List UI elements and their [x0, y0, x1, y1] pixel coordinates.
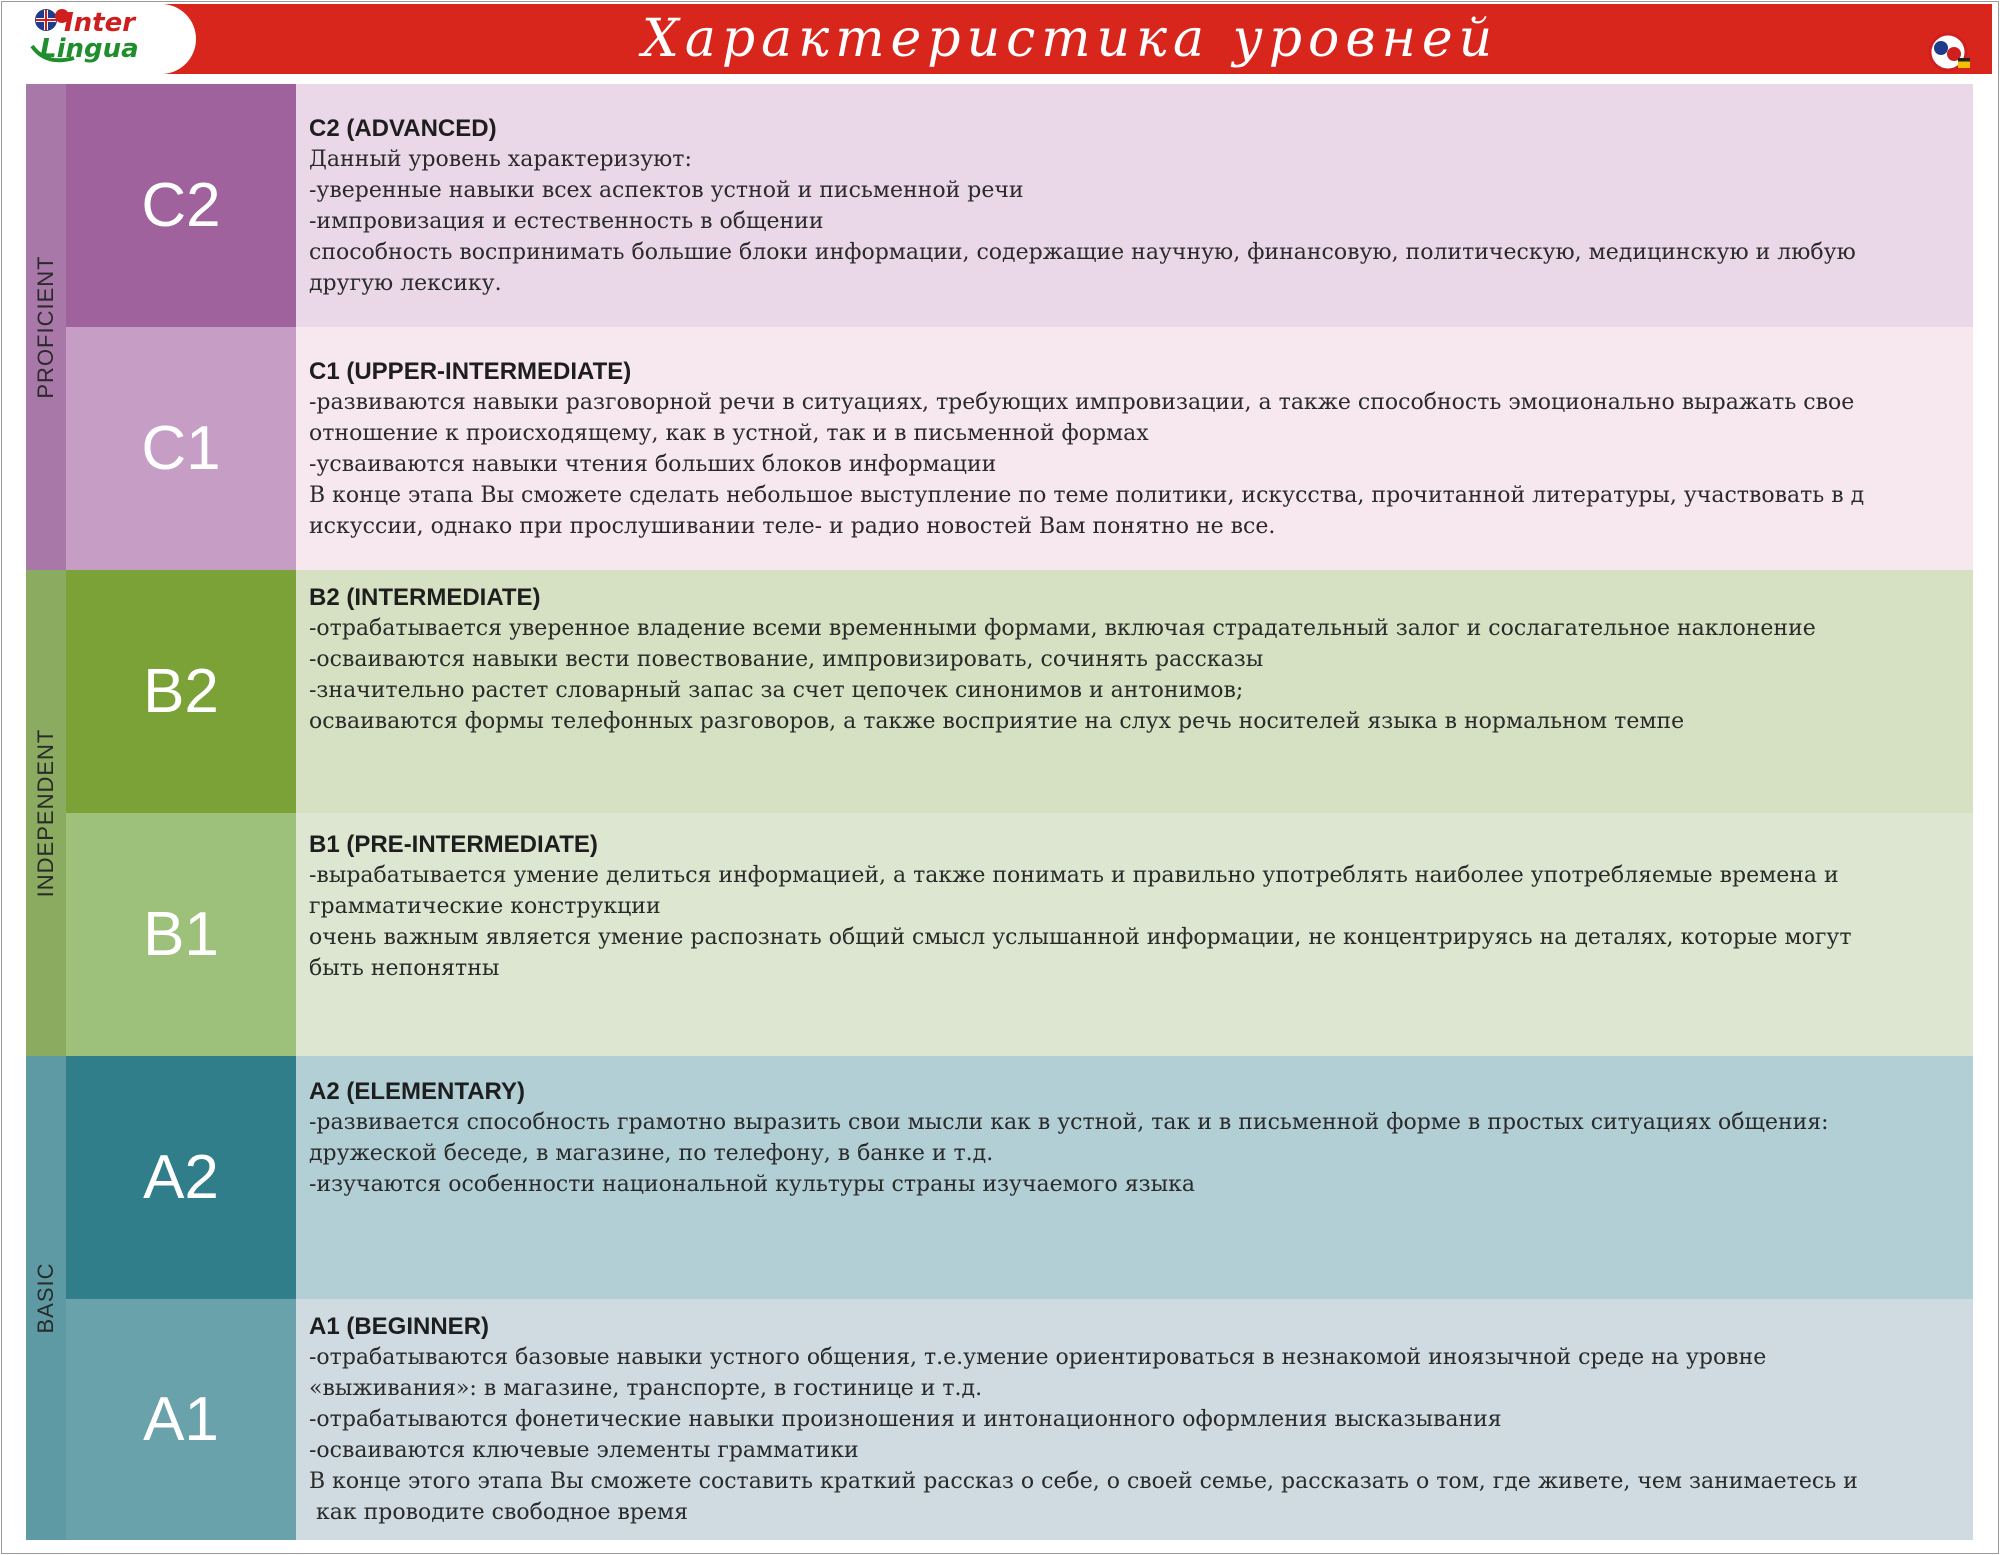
level-code-c2: C2 — [66, 84, 296, 327]
level-row-a2 — [66, 1056, 1973, 1299]
description-line: отношение к происходящему, как в устной, так и в письменной формах — [309, 420, 1149, 446]
group-label-independent: INDEPENDENT — [33, 728, 58, 898]
group-proficient — [26, 84, 66, 570]
description-line: -усваиваются навыки чтения больших блоков информации — [309, 451, 997, 477]
description-line: грамматические конструкции — [309, 894, 661, 919]
description-line: -импровизация и естественность в общении — [309, 208, 824, 234]
description-line: В конце этого этапа Вы сможете составить краткий рассказ о себе, о своей семье, рассказать о том, где живете, чем занимаетесь и — [309, 1469, 1858, 1494]
level-row-c1 — [66, 327, 1973, 570]
description-line: искуссии, однако при прослушивании теле- и радио новостей Вам понятно не все. — [309, 513, 1276, 539]
description-line: -уверенные навыки всех аспектов устной и письменной речи — [309, 177, 1024, 203]
logo-line-lingua: Lingua — [40, 34, 139, 64]
description-line: -отрабатываются фонетические навыки произношения и интонационного оформления высказывания — [309, 1407, 1502, 1432]
logo-line-inter: Inter — [64, 8, 136, 38]
level-code-a2: A2 — [66, 1056, 296, 1299]
level-title: C2 (ADVANCED) — [309, 114, 497, 142]
description-line: -значительно растет словарный запас за счет цепочек синонимов и антонимов; — [309, 678, 1244, 703]
page-title: Характеристика уровней — [641, 9, 1499, 69]
description-line: В конце этапа Вы сможете сделать небольшое выступление по теме политики, искусства, прочитанной литературы, участвовать в д — [309, 482, 1865, 508]
description-line: -развиваются навыки разговорной речи в ситуациях, требующих импровизации, а также способность эмоционально выражать свое — [309, 389, 1855, 415]
description-line: другую лексику. — [309, 270, 502, 296]
level-title: A1 (BEGINNER) — [309, 1313, 490, 1340]
description-line: -вырабатывается умение делиться информацией, а также понимать и правильно употреблять наиболее употребляемые времена и — [309, 863, 1839, 888]
group-basic — [26, 1056, 66, 1540]
description-line: осваиваются формы телефонных разговоров, а также восприятие на слух речь носителей языка в нормальном темпе — [309, 709, 1685, 734]
flags-emblem-icon — [1924, 28, 1974, 72]
description-line: -осваиваются навыки вести повествование, импровизировать, сочинять рассказы — [309, 647, 1264, 672]
group-label-basic: BASIC — [33, 1262, 58, 1334]
level-code-c1: C1 — [66, 327, 296, 570]
level-title: B1 (PRE-INTERMEDIATE) — [309, 831, 598, 858]
level-title: B2 (INTERMEDIATE) — [309, 584, 541, 611]
description-line: способность воспринимать большие блоки информации, содержащие научную, финансовую, политическую, медицинскую и любую — [309, 239, 1856, 265]
description-line: «выживания»: в магазине, транспорте, в гостинице и т.д. — [309, 1376, 983, 1401]
description-line: -отрабатывается уверенное владение всеми временными формами, включая страдательный залог и сослагательное наклонение — [309, 616, 1816, 641]
description-line: очень важным является умение распознать общий смысл услышанной информации, не концентрируясь на деталях, которые могут — [309, 925, 1852, 950]
logo-wordmark — [34, 10, 139, 62]
group-label-proficient: PROFICIENT — [33, 255, 58, 399]
description-line: Данный уровень характеризуют: — [309, 146, 692, 172]
level-code-a1: A1 — [66, 1299, 296, 1540]
level-title: C1 (UPPER-INTERMEDIATE) — [309, 357, 632, 385]
level-row-c2 — [66, 84, 1973, 327]
level-description-b1 — [296, 813, 1973, 1056]
level-description-a2 — [296, 1056, 1973, 1299]
description-line: как проводите свободное время — [309, 1500, 689, 1525]
description-line: -изучаются особенности национальной культуры страны изучаемого языка — [309, 1172, 1196, 1197]
description-line: -осваиваются ключевые элементы грамматики — [309, 1438, 859, 1463]
level-description-c2 — [296, 84, 1973, 327]
level-description-a1 — [296, 1299, 1973, 1540]
description-line: дружеской беседе, в магазине, по телефону, в банке и т.д. — [309, 1141, 994, 1166]
description-line: быть непонятны — [309, 956, 500, 981]
description-line: -развивается способность грамотно выразить свои мысли как в устной, так и в письменной форме в простых ситуациях общения: — [309, 1110, 1829, 1135]
level-row-b2 — [66, 570, 1973, 813]
group-independent — [26, 570, 66, 1056]
level-code-b2: B2 — [66, 570, 296, 813]
level-code-b1: B1 — [66, 813, 296, 1056]
level-row-a1 — [66, 1299, 1973, 1540]
description-line: -отрабатываются базовые навыки устного общения, т.е.умение ориентироваться в незнакомой иноязычной среде на уровне — [309, 1345, 1767, 1370]
level-title: A2 (ELEMENTARY) — [309, 1078, 525, 1105]
level-row-b1 — [66, 813, 1973, 1056]
level-description-b2 — [296, 570, 1973, 813]
level-description-c1 — [296, 327, 1973, 570]
